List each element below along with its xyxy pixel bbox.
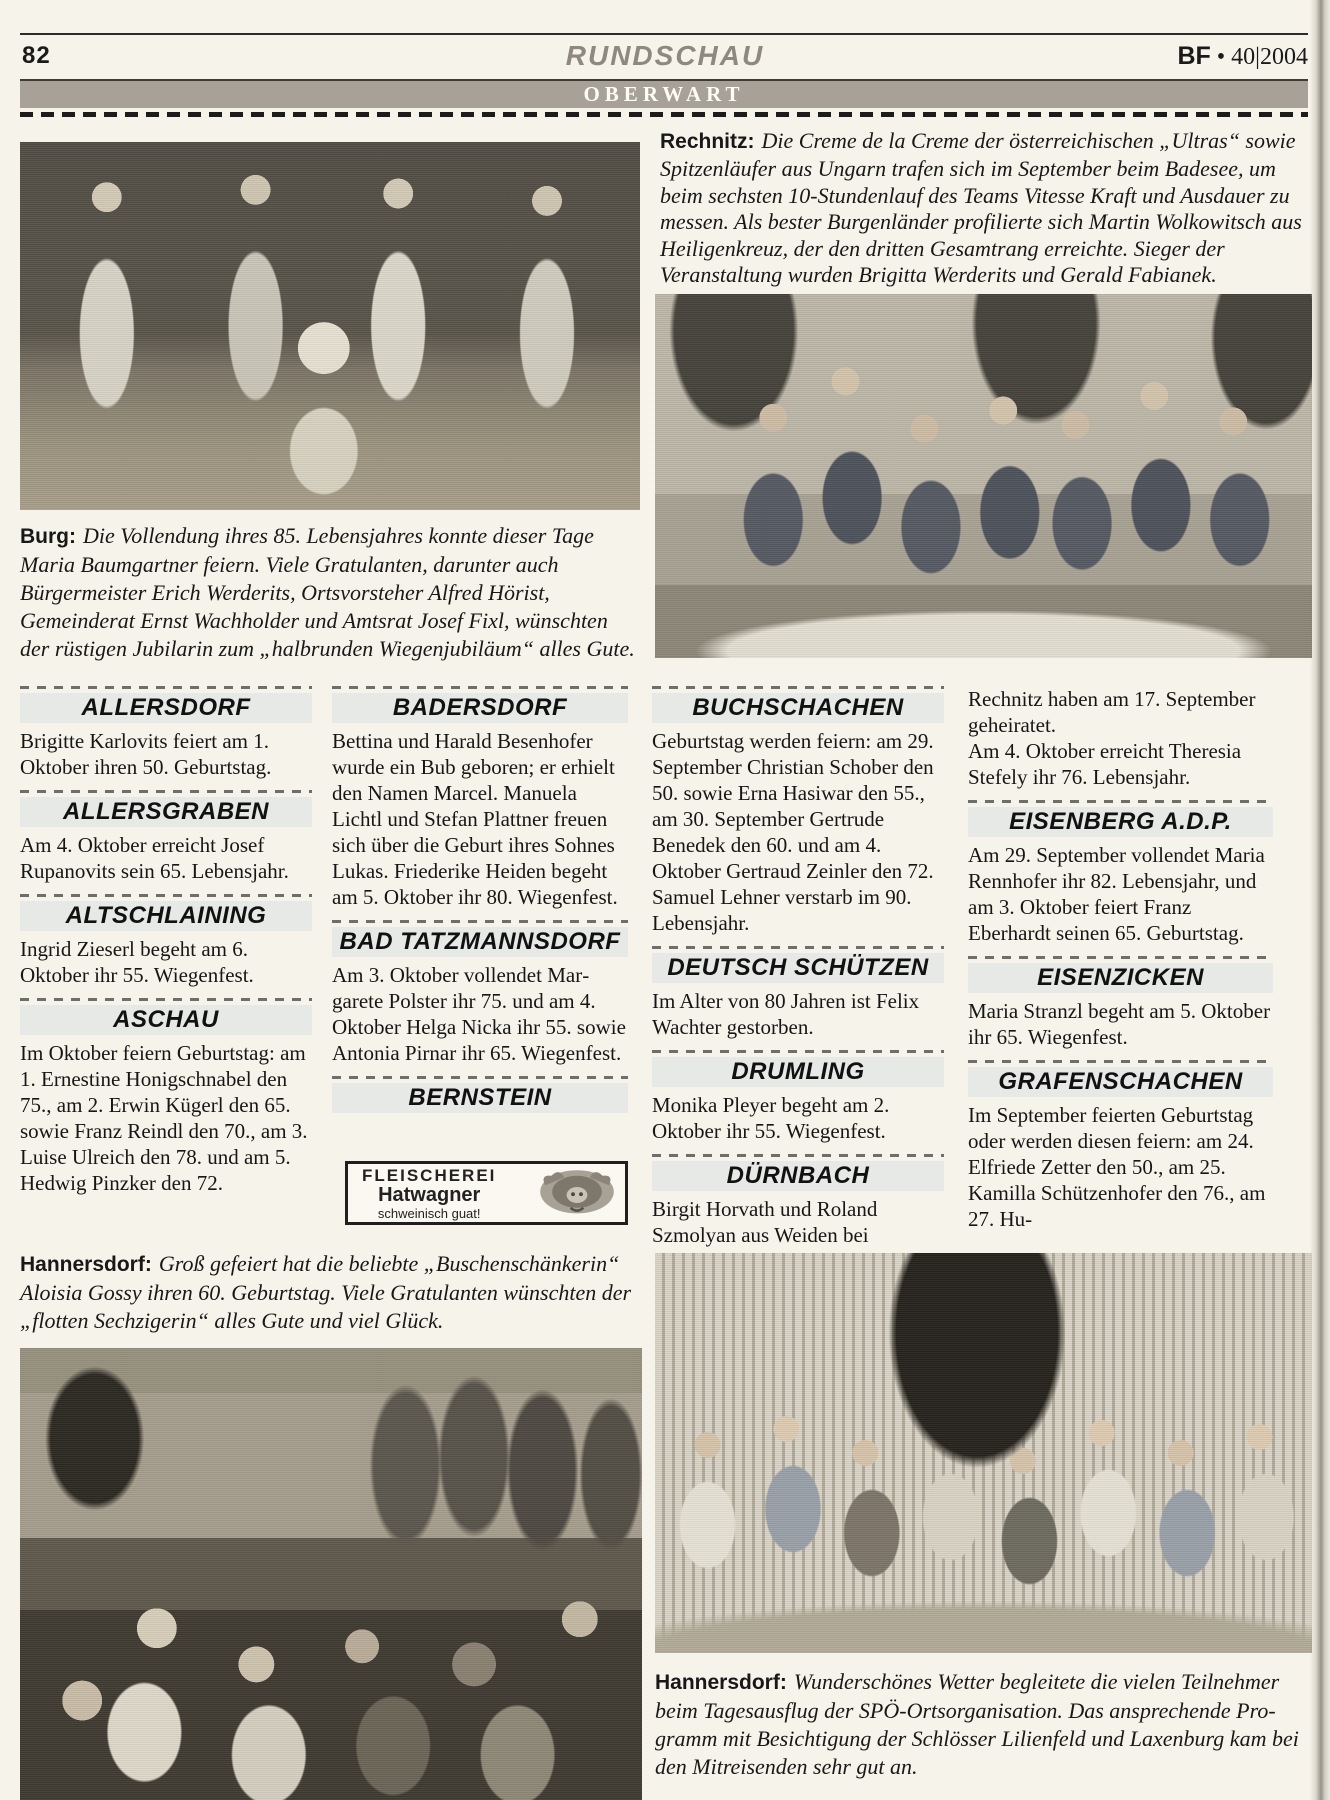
section-heading: BAD TATZMANNSDORF bbox=[339, 928, 621, 955]
issue-abbrev: BF bbox=[1177, 42, 1211, 70]
heading-strip bbox=[652, 1057, 944, 1087]
page-number: 82 bbox=[22, 42, 51, 69]
ad-fleischerei-hatwagner bbox=[345, 1161, 628, 1225]
top-rule bbox=[20, 33, 1308, 35]
divider-dashed bbox=[332, 1076, 628, 1079]
heading-strip bbox=[652, 693, 944, 723]
section-body: Im Alter von 80 Jahren ist Felix Wachter gestorben. bbox=[652, 989, 920, 1039]
caption-hannersdorf-right bbox=[655, 1668, 1307, 1781]
divider-dashed bbox=[20, 790, 312, 793]
ad-line-3: schweinisch guat! bbox=[377, 1205, 481, 1221]
section-body: Birgit Horvath und Roland Szmolyan aus Weiden bei bbox=[652, 1197, 878, 1247]
column-4 bbox=[968, 676, 1273, 1242]
page-edge-shadow bbox=[1310, 0, 1330, 1800]
section-heading: GRAFENSCHACHEN bbox=[998, 1068, 1243, 1095]
heading-strip bbox=[332, 693, 628, 723]
photo-hannersdorf-ausflug bbox=[655, 1253, 1312, 1653]
caption-text: Die Vollendung ihres 85. Lebensjahres konnte dieser Tage Maria Baumgartner feiern. Viele Gratulanten, darunter auch Bürgermeister Erich Werderits, Ortsvorsteher Alfred Hörist, Gemeinderat Ernst Wachholder und Amtsrat Josef Fixl, wünschten der rüstigen Jubilarin zum „halbrunden Wiegenjubiläum“ alles Gute. bbox=[20, 523, 635, 661]
section-heading: DÜRNBACH bbox=[726, 1162, 870, 1189]
heading-strip bbox=[20, 901, 312, 931]
heading-strip bbox=[652, 953, 944, 983]
section-heading: ASCHAU bbox=[113, 1006, 219, 1033]
section-body: Monika Pleyer begeht am 2. Oktober ihr 55. Wiegenfest. bbox=[652, 1093, 890, 1143]
caption-burg bbox=[20, 522, 642, 663]
section-heading: EISENZICKEN bbox=[1037, 964, 1204, 991]
section-heading: DRUMLING bbox=[731, 1058, 865, 1085]
section-heading: ALTSCHLAINING bbox=[65, 902, 267, 929]
caption-text: Die Creme de la Creme der österreichischen „Ultras“ sowie Spitzenläufer aus Ungarn trafen sich im September beim Badesee, um beim sechsten 10-Stundenlauf des Teams Vitesse Kraft und Ausdauer zu messen. Als bester Burgenländer profilierte sich Martin Wolkowitsch aus Heiligenkreuz, der den dritten Gesamtrang erreichte. Sieger der Veranstaltung wurden Brigitta Werderits und Gerald Fabianek. bbox=[660, 128, 1302, 287]
section-heading: DEUTSCH SCHÜTZEN bbox=[667, 954, 929, 981]
section-eisenzicken bbox=[968, 956, 1273, 1050]
section-body: Maria Stranzl begeht am 5. Oktober ihr 65. Wiegenfest. bbox=[968, 999, 1271, 1049]
section-badersdorf bbox=[332, 686, 628, 910]
section-body: Geburtstag werden feiern: am 29. September Christian Schober den 50. sowie Erna Hasiwar den 55., am 30. September Gertrude Benedek den 60. und am 4. Oktober Gertraud Zeinler den 72. bbox=[652, 729, 934, 883]
section-drumling bbox=[652, 1050, 944, 1144]
heading-strip bbox=[20, 1005, 312, 1035]
divider-dashed bbox=[332, 920, 628, 923]
divider-dashed bbox=[652, 946, 944, 949]
caption-text: Groß gefeiert hat die beliebte „Buschenschänkerin“ Aloisia Gossy ihren 60. Geburtstag. Viele Gratulanten wünschten der „flotten Sechzigerin“ alles Gute und viel Glück. bbox=[20, 1251, 632, 1333]
divider-dashed bbox=[652, 1050, 944, 1053]
stefely-note: Am 4. Oktober erreicht Theresia Stefely ihr 76. Lebensjahr. bbox=[968, 739, 1242, 789]
duernbach-continuation: Rechnitz haben am 17. September geheiratet. bbox=[968, 687, 1256, 737]
caption-hannersdorf-left bbox=[20, 1250, 644, 1335]
section-grafenschachen bbox=[968, 1060, 1273, 1232]
section-body: Ingrid Zieserl begeht am 6. Oktober ihr 55. Wiegenfest. bbox=[20, 937, 254, 987]
divider-dashed bbox=[332, 686, 628, 689]
ad-line-1: FLEISCHEREI bbox=[362, 1165, 497, 1185]
heading-strip bbox=[332, 1083, 628, 1113]
masthead-title: RUNDSCHAU bbox=[565, 40, 765, 71]
section-deutsch-schuetzen bbox=[652, 946, 944, 1040]
issue-rest: • 40|2004 bbox=[1210, 44, 1308, 70]
photo-burg-gratulanten bbox=[20, 142, 640, 510]
caption-lead: Hannersdorf: bbox=[20, 1253, 152, 1276]
heading-strip bbox=[968, 1067, 1273, 1097]
photo-rechnitz-laufteam bbox=[655, 294, 1312, 658]
section-body: Am 4. Oktober erreicht Josef Rupanovits sein 65. Lebensjahr. bbox=[20, 833, 289, 883]
heading-strip bbox=[968, 963, 1273, 993]
caption-lead: Hannersdorf: bbox=[655, 1671, 787, 1694]
section-body: Im September feierten Geburtstag oder werden diesen feiern: am 24. Elfriede Zetter den 50., am 25. Kamilla Schützenhofer den 76., am 27. Hu- bbox=[968, 1103, 1266, 1231]
section-body-2: Samuel Lehner verstarb im 90. Lebensjahr. bbox=[652, 885, 912, 935]
section-altschlaining bbox=[20, 894, 312, 988]
section-allersdorf bbox=[20, 686, 312, 780]
divider-dashed bbox=[20, 686, 312, 689]
section-heading: BUCHSCHACHEN bbox=[692, 694, 904, 721]
heading-strip bbox=[20, 797, 312, 827]
ad-text bbox=[362, 1166, 496, 1221]
section-buchschachen bbox=[652, 686, 944, 936]
divider-dashed bbox=[652, 1154, 944, 1157]
divider-dashed bbox=[20, 998, 312, 1001]
divider-dashed bbox=[968, 1060, 1273, 1063]
section-body: Brigitte Karlovits feiert am 1. Oktober ihren 50. Geburtstag. bbox=[20, 729, 272, 779]
section-bernstein bbox=[332, 1076, 628, 1113]
heading-strip bbox=[652, 1161, 944, 1191]
divider-dashed bbox=[968, 956, 1273, 959]
divider-dashed bbox=[20, 894, 312, 897]
photo-hannersdorf-buschenschank bbox=[20, 1348, 642, 1800]
section-heading: ALLERSGRABEN bbox=[62, 798, 269, 825]
section-body: Bettina und Harald Besenhofer wurde ein Bub geboren; er erhielt den Namen Marcel. Manuela Lichtl und Stefan Plattner freuen sich über die Geburt ihres Sohnes Lukas. Friederike Heiden begeht am 5. Oktober ihr 80. Wiegenfest. bbox=[332, 729, 618, 909]
divider-dashed bbox=[968, 800, 1273, 803]
column-3 bbox=[652, 676, 944, 1258]
column-1 bbox=[20, 676, 312, 1206]
caption-lead: Rechnitz: bbox=[660, 130, 755, 153]
divider-dashed bbox=[652, 686, 944, 689]
section-duernbach bbox=[652, 1154, 944, 1248]
section-body: Am 29. September vollendet Maria Rennhofer ihr 82. Lebensjahr, und am 3. Oktober feiert Franz Eberhardt seinen 65. Geburtstag. bbox=[968, 843, 1265, 945]
section-body: Im Oktober feiern Geburtstag: am 1. Ernestine Honigschnabel den 75., am 2. Erwin Kügerl den 65. sowie Franz Reindl den 70., am 3. Luise Ulreich den 78. und am 5. Hedwig Pinzker den 72. bbox=[20, 1041, 308, 1195]
section-heading: EISENBERG A.D.P. bbox=[1009, 808, 1232, 835]
column-2 bbox=[332, 676, 628, 1118]
ad-line-2: Hatwagner bbox=[378, 1183, 481, 1206]
pig-logo-icon bbox=[537, 1163, 617, 1224]
heading-strip bbox=[20, 693, 312, 723]
section-banner-label: OBERWART bbox=[583, 82, 745, 106]
banner-dashed-rule bbox=[20, 112, 1308, 117]
section-body: Am 3. Oktober vollendet Margarete Polster ihr 75. und am 4. Oktober Helga Nicka ihr 55. sowie Antonia Pirnar ihr 65. Wiegenfest. bbox=[332, 963, 626, 1065]
section-heading: BERNSTEIN bbox=[408, 1084, 552, 1111]
article-rechnitz bbox=[660, 128, 1312, 289]
section-heading: ALLERSDORF bbox=[81, 694, 251, 721]
section-banner bbox=[20, 79, 1308, 108]
section-allersgraben bbox=[20, 790, 312, 884]
issue-number bbox=[1177, 42, 1308, 71]
section-heading: BADERSDORF bbox=[392, 694, 568, 721]
heading-strip bbox=[332, 927, 628, 957]
caption-lead: Burg: bbox=[20, 525, 76, 548]
heading-strip bbox=[968, 807, 1273, 837]
section-aschau bbox=[20, 998, 312, 1196]
caption-text: Wunderschönes Wetter begleitete die vielen Teilnehmer beim Tagesausflug der SPÖ-Ortsorganisation. Das ansprechende Programm mit Besichtigung der Schlösser Lilienfeld und Laxenburg kam bei den Mitreisenden sehr gut an. bbox=[655, 1669, 1299, 1779]
section-eisenberg-adp bbox=[968, 800, 1273, 946]
section-bad-tatzmannsdorf bbox=[332, 920, 628, 1066]
